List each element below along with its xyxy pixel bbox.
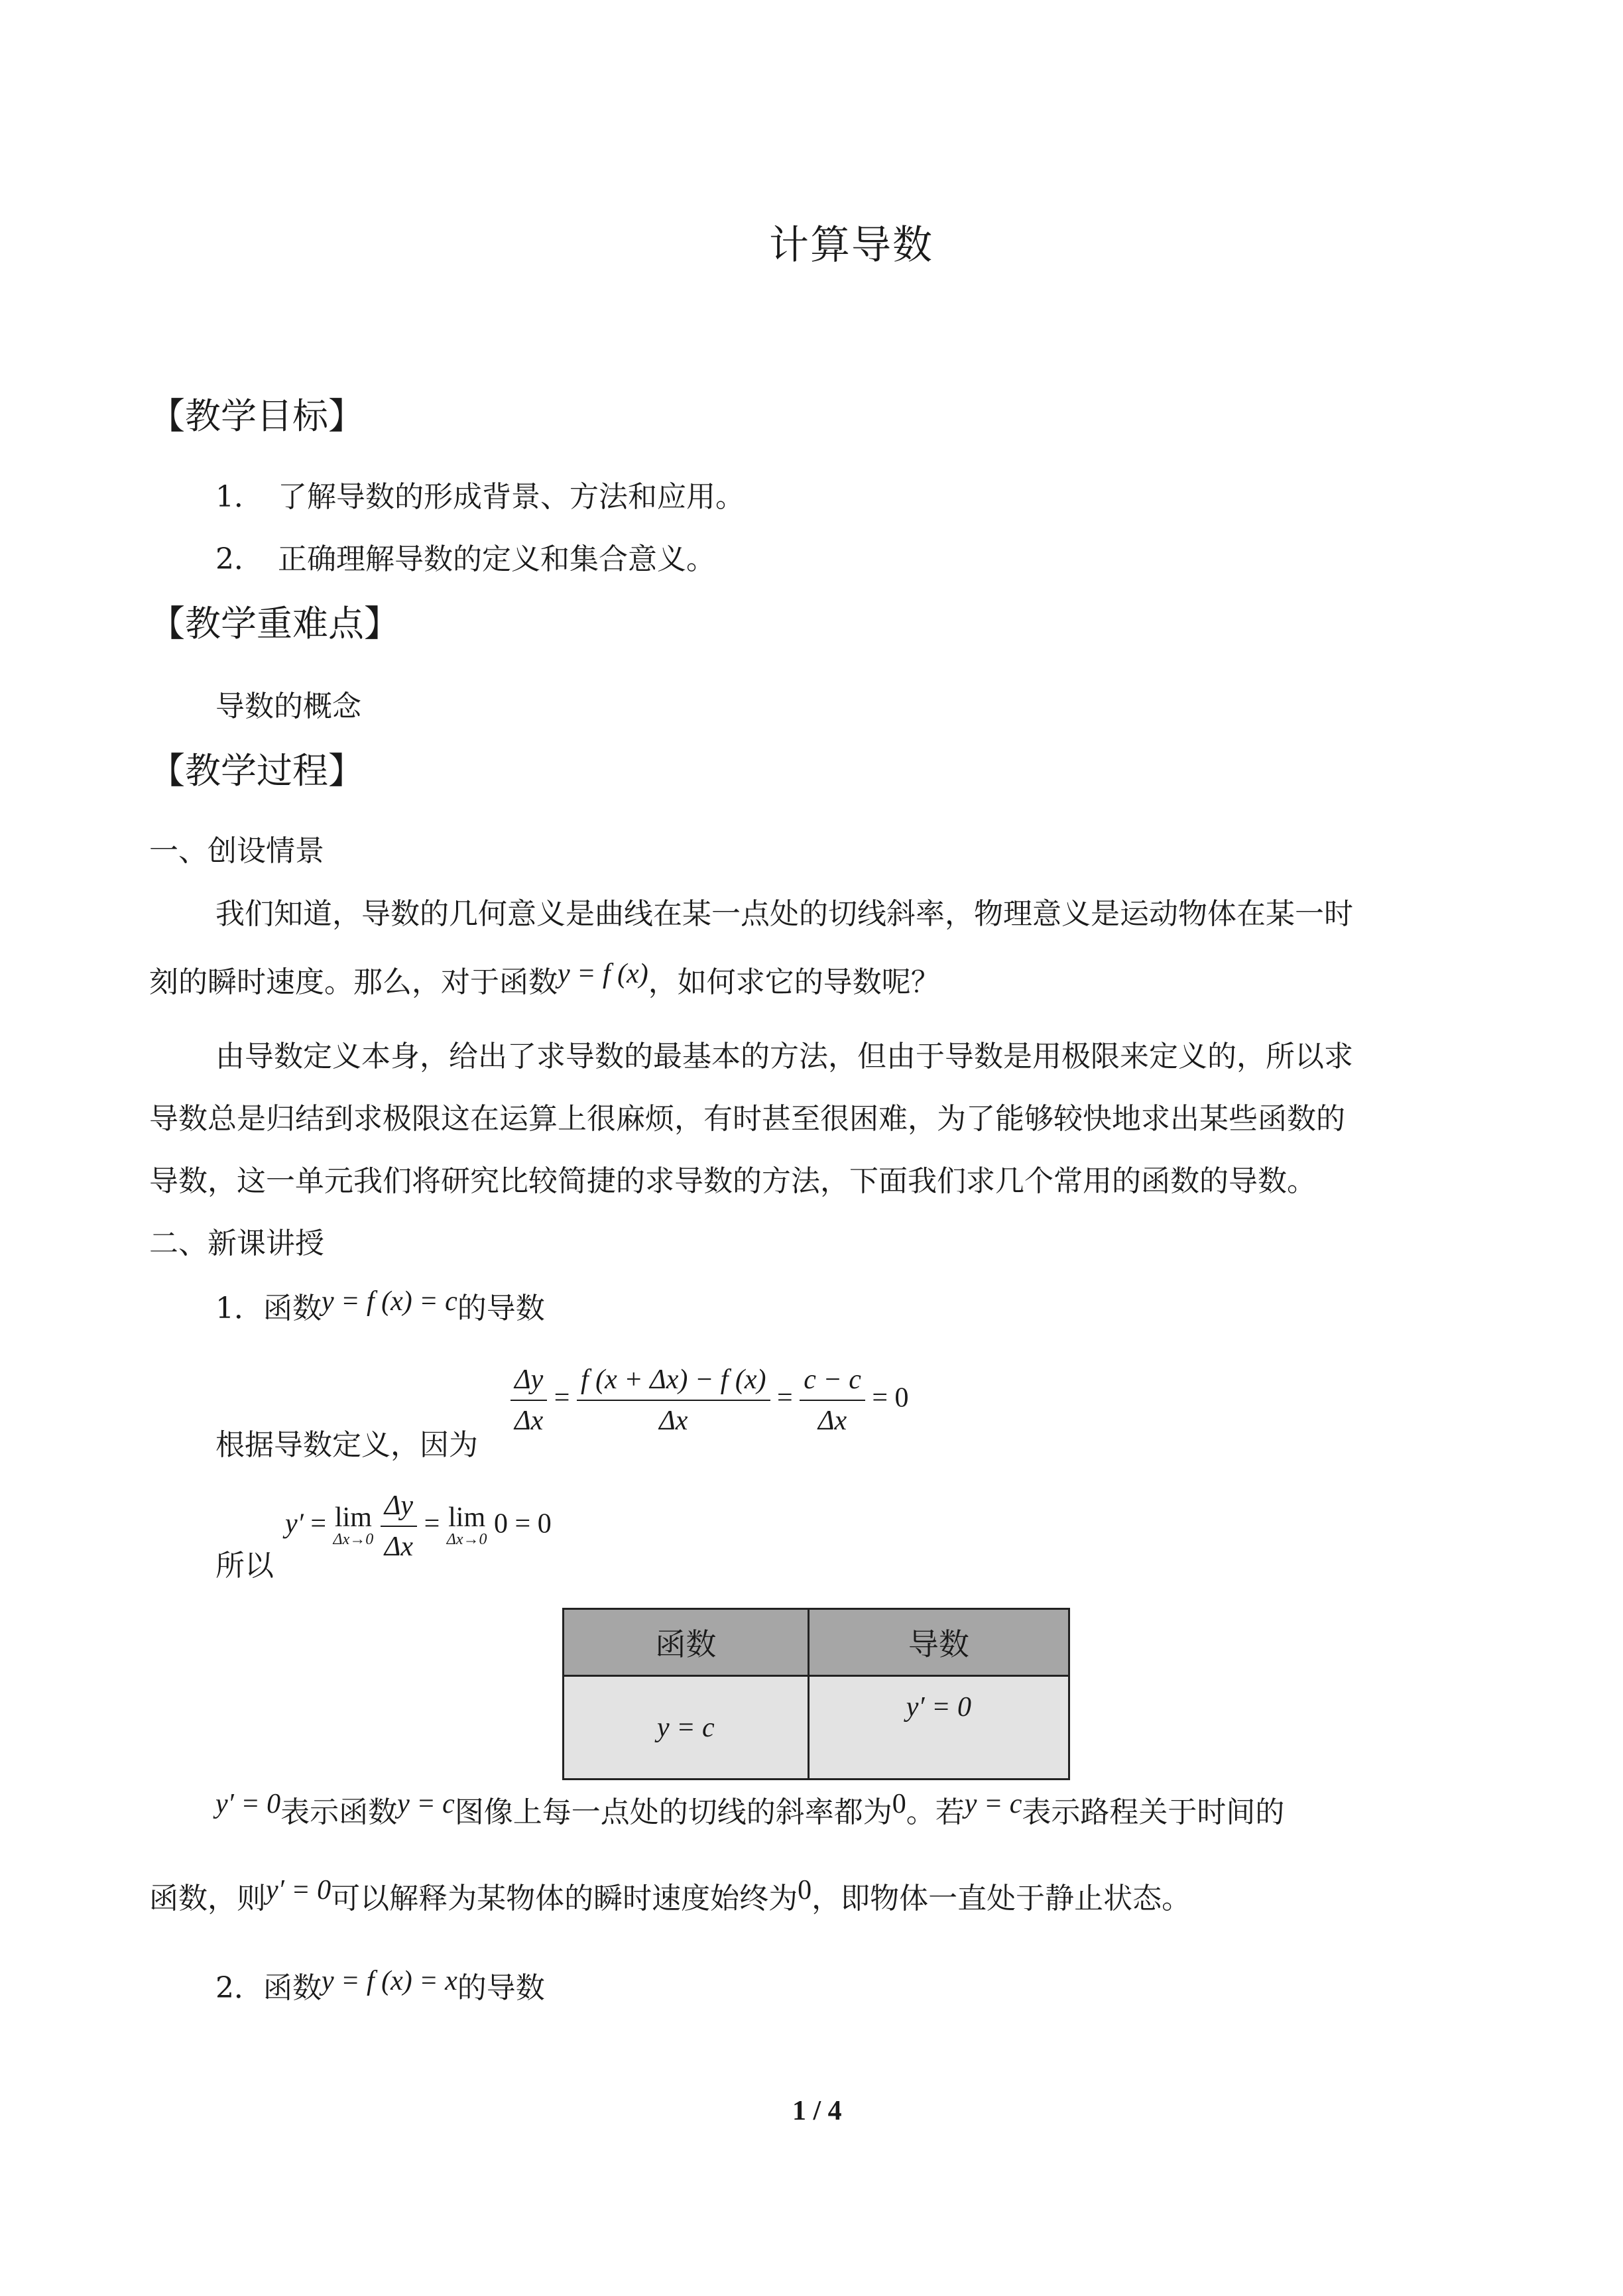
equals-sign: = bbox=[310, 1508, 327, 1540]
equals-sign: = bbox=[554, 1382, 570, 1414]
item1-text-b: 的导数 bbox=[457, 1292, 545, 1325]
because-label: 根据导数定义，因为 bbox=[215, 1428, 478, 1462]
equals-sign: = bbox=[777, 1382, 793, 1414]
p1-line2 bbox=[149, 953, 940, 1012]
frac-num: Δy bbox=[381, 1488, 417, 1527]
table-cell-function: y = c bbox=[564, 1676, 809, 1780]
math-yp0: y′ = 0 bbox=[266, 1875, 331, 1905]
expl-text: ，即物体一直处于静止状态。 bbox=[812, 1882, 1191, 1915]
equals-sign: = bbox=[872, 1382, 888, 1414]
heading-goals: 【教学目标】 bbox=[149, 395, 364, 437]
goal-item-1: 1． 了解导数的形成背景、方法和应用。 bbox=[215, 480, 745, 514]
heading-process: 【教学过程】 bbox=[149, 750, 364, 792]
frac-dy-dx bbox=[511, 1362, 547, 1438]
frac-num: Δy bbox=[511, 1362, 547, 1401]
limit-operator bbox=[447, 1504, 487, 1548]
explanation-line1 bbox=[215, 1783, 1284, 1843]
frac-c-minus-c bbox=[800, 1362, 865, 1438]
lim-subscript: Δx→0 bbox=[446, 1531, 487, 1548]
y-prime: y′ bbox=[285, 1508, 304, 1540]
math-zero: 0 bbox=[892, 1789, 906, 1819]
zero-value: 0 bbox=[494, 1508, 509, 1540]
frac-den: Δx bbox=[384, 1532, 414, 1562]
equals-sign: = bbox=[514, 1508, 531, 1540]
math-yc: y = c bbox=[964, 1789, 1022, 1819]
table-header-derivative: 导数 bbox=[808, 1609, 1069, 1676]
zero-value: 0 bbox=[894, 1382, 909, 1414]
part2-heading: 二、新课讲授 bbox=[149, 1227, 324, 1260]
equals-sign: = bbox=[424, 1508, 440, 1540]
math-yp0: y′ = 0 bbox=[215, 1789, 281, 1819]
item2-text-a: 2．函数 bbox=[215, 1971, 322, 2005]
frac-den: Δx bbox=[659, 1406, 688, 1436]
table-header-function: 函数 bbox=[564, 1609, 809, 1676]
item1-line bbox=[215, 1280, 545, 1339]
frac-dy-dx bbox=[381, 1488, 417, 1564]
frac-den: Δx bbox=[817, 1406, 847, 1436]
item1-text-a: 1．函数 bbox=[215, 1292, 322, 1325]
page-title: 计算导数 bbox=[769, 222, 933, 269]
p2-line2: 导数总是归结到求极限这在运算上很麻烦，有时甚至很困难，为了能够较快地求出某些函数的 bbox=[149, 1102, 1345, 1136]
part1-heading: 一、创设情景 bbox=[149, 834, 324, 868]
definition-formula bbox=[511, 1362, 909, 1438]
limit-formula bbox=[285, 1488, 552, 1564]
math-zero: 0 bbox=[798, 1875, 812, 1905]
expl-text: 表示函数 bbox=[280, 1795, 398, 1829]
frac-num: f (x + Δx) − f (x) bbox=[577, 1362, 770, 1401]
p2-line3: 导数，这一单元我们将研究比较简捷的求导数的方法，下面我们求几个常用的函数的导数。 bbox=[149, 1164, 1316, 1198]
expl-text: 函数，则 bbox=[149, 1882, 266, 1915]
p1-math: y = f (x) bbox=[558, 959, 648, 989]
item2-text-b: 的导数 bbox=[457, 1971, 545, 2005]
expl-text: 。若 bbox=[906, 1795, 965, 1829]
lim-subscript: Δx→0 bbox=[333, 1531, 374, 1548]
key-points-text: 导数的概念 bbox=[215, 690, 361, 723]
heading-key-points: 【教学重难点】 bbox=[149, 603, 400, 644]
math-yc: y = c bbox=[397, 1789, 455, 1819]
so-label: 所以 bbox=[215, 1549, 274, 1583]
p1-line1: 我们知道，导数的几何意义是曲线在某一点处的切线斜率，物理意义是运动物体在某一时 bbox=[215, 897, 1353, 931]
derivative-table bbox=[562, 1608, 1070, 1780]
frac-difference bbox=[577, 1362, 770, 1438]
limit-operator bbox=[333, 1504, 374, 1548]
p1-text-b: ，如何求它的导数呢？ bbox=[648, 965, 940, 999]
item1-math: y = f (x) = c bbox=[322, 1286, 457, 1317]
zero-value: 0 bbox=[537, 1508, 552, 1540]
frac-den: Δx bbox=[514, 1406, 544, 1436]
p1-text-a: 刻的瞬时速度。那么，对于函数 bbox=[149, 965, 558, 999]
expl-text: 可以解释为某物体的瞬时速度始终为 bbox=[331, 1882, 798, 1915]
p2-line1: 由导数定义本身，给出了求导数的最基本的方法，但由于导数是用极限来定义的，所以求 bbox=[215, 1040, 1353, 1073]
explanation-line2 bbox=[149, 1870, 1191, 1929]
lim-text: lim bbox=[334, 1502, 372, 1533]
goal-item-2: 2． 正确理解导数的定义和集合意义。 bbox=[215, 542, 715, 576]
item2-line bbox=[215, 1959, 545, 2018]
lim-text: lim bbox=[448, 1502, 486, 1533]
item2-math: y = f (x) = x bbox=[322, 1966, 457, 1996]
expl-text: 图像上每一点处的切线的斜率都为 bbox=[454, 1795, 892, 1829]
expl-text: 表示路程关于时间的 bbox=[1022, 1795, 1285, 1829]
page-number: 1 / 4 bbox=[792, 2096, 842, 2126]
table-cell-derivative: y′ = 0 bbox=[808, 1676, 1069, 1780]
frac-num: c − c bbox=[800, 1362, 865, 1401]
